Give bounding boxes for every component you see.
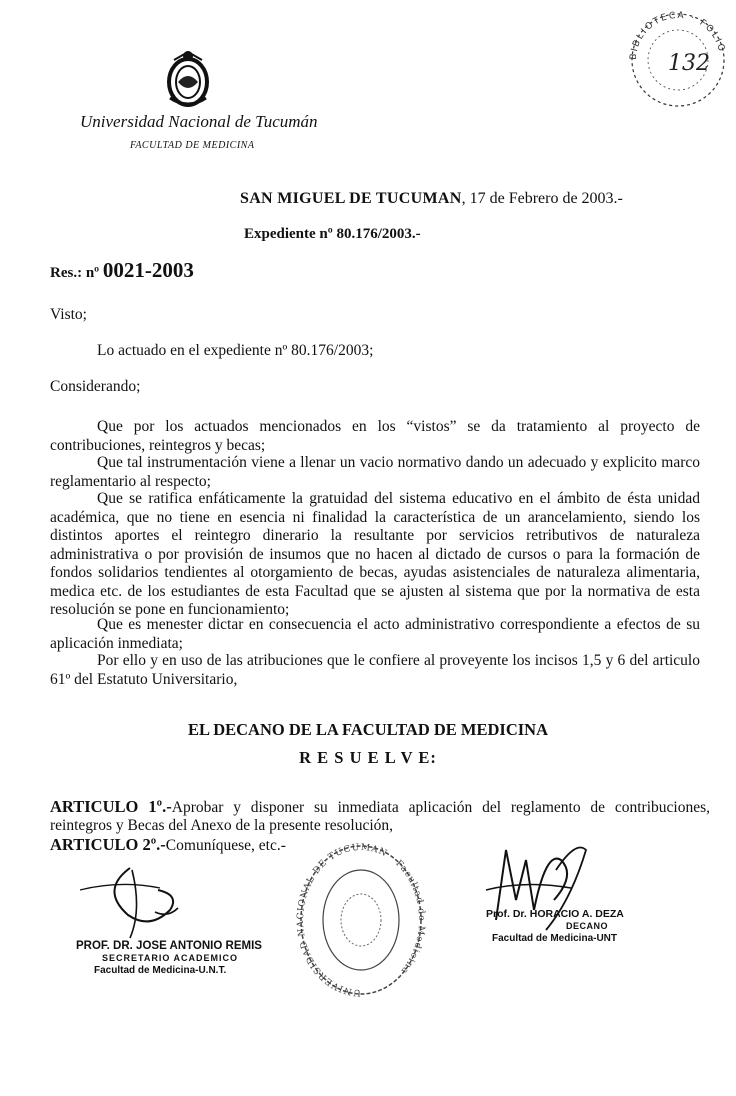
signatory-left-name: PROF. DR. JOSE ANTONIO REMIS [76, 940, 262, 952]
visto-text: Lo actuado en el expediente nº 80.176/2003; [97, 342, 374, 359]
university-name: Universidad Nacional de Tucumán [80, 112, 318, 131]
signatory-left-title: SECRETARIO ACADEMICO [102, 953, 239, 963]
resolution-prefix: Res.: nº [50, 265, 100, 281]
expediente-number: Expediente nº 80.176/2003.- [244, 226, 421, 242]
visto-heading: Visto; [50, 306, 87, 323]
folio-stamp-text: BIBLIOTECA · FOLIO [628, 10, 727, 61]
article-label: ARTICULO 2º.- [50, 835, 166, 854]
signatory-right-org: Facultad de Medicina-UNT [492, 933, 618, 944]
resuelve-heading: R E S U E L V E: [299, 748, 437, 767]
signature-left-scribble [60, 860, 210, 940]
considerando-paragraph: Por ello y en uso de las atribuciones que le confiere al proveyente los incisos 1,5 y 6 del articulo 61º del Estatuto Universitario, [50, 652, 700, 688]
signatory-right-name: Prof. Dr. HORACIO A. DEZA [486, 908, 624, 920]
seal-text: UNIVERSIDAD NACIONAL DE TUCUMAN · Facultad de Medicina [296, 842, 426, 998]
faculty-seal-stamp [296, 840, 426, 1000]
considerando-paragraph: Que por los actuados mencionados en los “vistos” se da tratamiento al proyecto de contribuciones, reintegros y becas; [50, 418, 700, 454]
university-crest-logo [160, 48, 216, 110]
folio-stamp [620, 4, 732, 108]
signatory-right-title: DECANO [566, 921, 609, 931]
place-date-line [240, 190, 623, 208]
considerando-heading: Considerando; [50, 378, 141, 395]
considerando-paragraph: Que tal instrumentación viene a llenar un vacio normativo dando un adecuado y explicito marco reglamentario al respecto; [50, 454, 700, 490]
considerando-paragraph: Que se ratifica enfáticamente la gratuidad del sistema educativo en el ámbito de ésta unidad académica, que no tiene en esencia ni finalidad la característica de un arancelamiento, siendo los distintos aportes el reintegro dinerario la resultante por servicios retributivos de naturaleza administrativa o por provisión de insumos que no hacen al dictado de cursos o para la formación de fondos solidarios tendientes al otorgamiento de becas, ayudas asistenciales de naturaleza alimentaria, medica etc. de los estudiantes de esta Facultad que se ajusten al sistema que por la normativa de esta resolución se pone en funcionamiento; [50, 490, 700, 618]
resolution-code: 0021-2003 [102, 258, 194, 282]
resolution-number [50, 258, 194, 283]
considerando-paragraph: Que es menester dictar en consecuencia el acto administrativo correspondiente a efectos de su aplicación inmediata; [50, 616, 700, 652]
article-1 [50, 798, 710, 834]
folio-number: 132 [668, 51, 710, 76]
article-text: Comuníquese, etc.- [165, 837, 286, 854]
city-name: SAN MIGUEL DE TUCUMAN [240, 190, 462, 207]
svg-text:UNIVERSIDAD NACIONAL DE TUCUMA [296, 843, 426, 997]
decano-heading: EL DECANO DE LA FACULTAD DE MEDICINA [188, 720, 548, 739]
signatory-left-org: Facultad de Medicina-U.N.T. [94, 965, 227, 976]
faculty-name: FACULTAD DE MEDICINA [130, 140, 255, 151]
article-text: Aprobar y disponer su inmediata aplicación del reglamento de contribuciones, reintegros y Becas del Anexo de la presente resolución, [50, 799, 710, 834]
article-label: ARTICULO 1º.- [50, 797, 172, 816]
document-date: , 17 de Febrero de 2003.- [461, 190, 623, 207]
